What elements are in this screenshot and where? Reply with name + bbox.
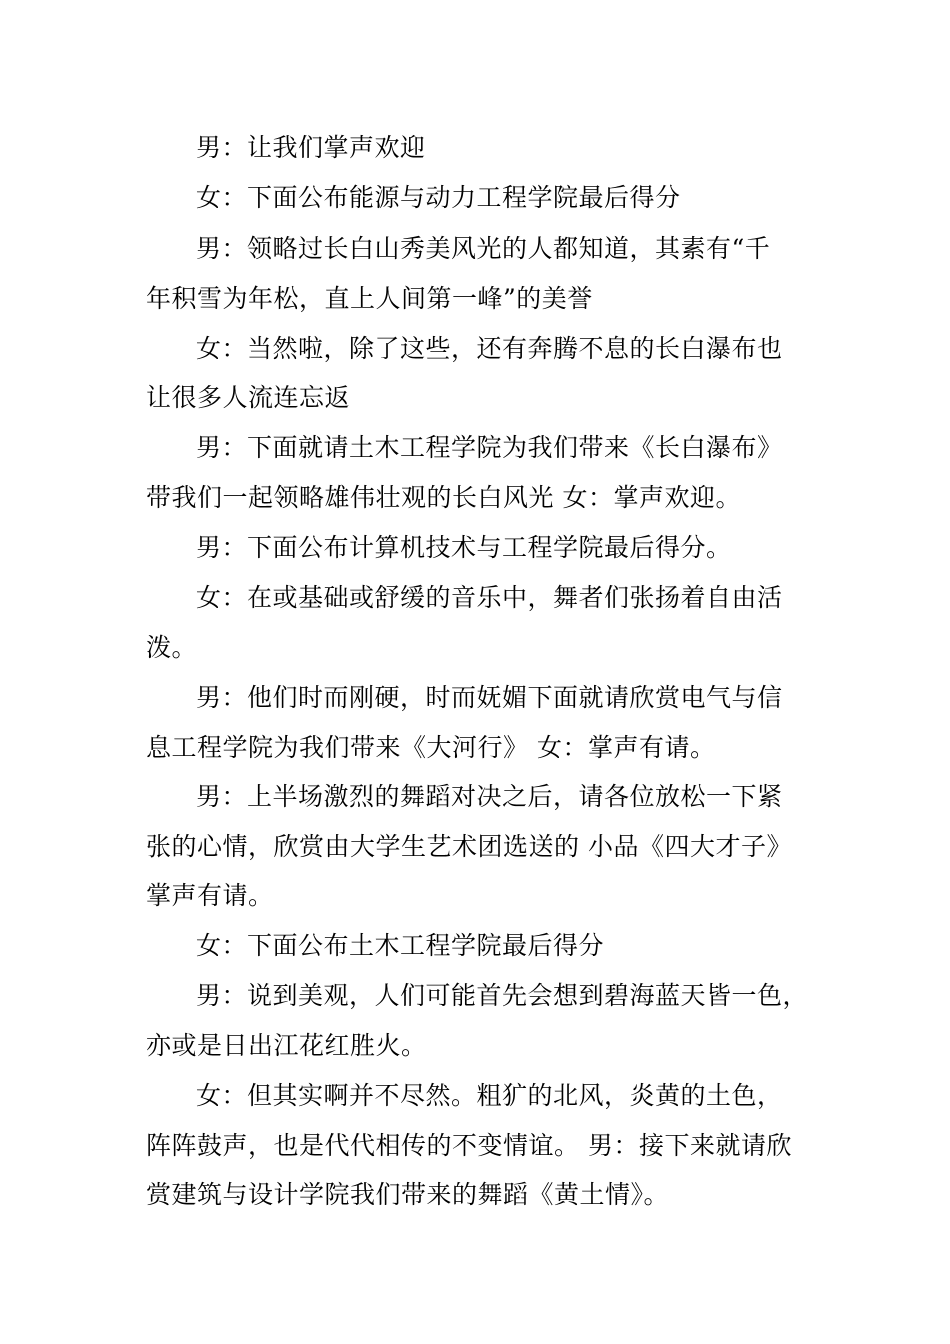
text-line: 女：下面公布土木工程学院最后得分 [196, 931, 605, 960]
text-line: 男：上半场激烈的舞蹈对决之后，请各位放松一下紧 [196, 782, 783, 811]
text-line: 女：下面公布能源与动力工程学院最后得分 [196, 183, 681, 212]
text-line: 带我们一起领略雄伟壮观的长白风光 女：掌声欢迎。 [146, 483, 741, 512]
text-line: 赏建筑与设计学院我们带来的舞蹈《黄土情》。 [146, 1180, 670, 1209]
text-line: 女：但其实啊并不尽然。粗犷的北风，炎黄的土色， [196, 1081, 783, 1110]
text-line: 泼。 [146, 633, 198, 662]
text-line: 男：他们时而刚硬，时而妩媚下面就请欣赏电气与信 [196, 683, 783, 712]
text-line: 张的心情，欣赏由大学生艺术团选送的 小品《四大才子》 [146, 832, 792, 861]
text-line: 男：领略过长白山秀美风光的人都知道，其素有“千 [196, 234, 771, 263]
text-line: 男：让我们掌声欢迎 [196, 133, 426, 162]
text-line: 男：下面就请土木工程学院为我们带来《长白瀑布》 [196, 433, 783, 462]
text-line: 男：下面公布计算机技术与工程学院最后得分。 [196, 533, 732, 562]
text-line: 掌声有请。 [146, 881, 274, 910]
text-line: 让很多人流连忘返 [146, 383, 351, 412]
text-line: 阵阵鼓声，也是代代相传的不变情谊。 男：接下来就请欣 [146, 1131, 792, 1160]
text-line: 男：说到美观，人们可能首先会想到碧海蓝天皆一色， [196, 981, 809, 1010]
text-line: 女：在或基础或舒缓的音乐中，舞者们张扬着自由活 [196, 583, 783, 612]
text-line: 息工程学院为我们带来《大河行》 女：掌声有请。 [146, 733, 716, 762]
text-line: 年积雪为年松，直上人间第一峰”的美誉 [146, 284, 593, 313]
text-line: 女：当然啦，除了这些，还有奔腾不息的长白瀑布也 [196, 334, 783, 363]
text-line: 亦或是日出江花红胜火。 [146, 1031, 427, 1060]
